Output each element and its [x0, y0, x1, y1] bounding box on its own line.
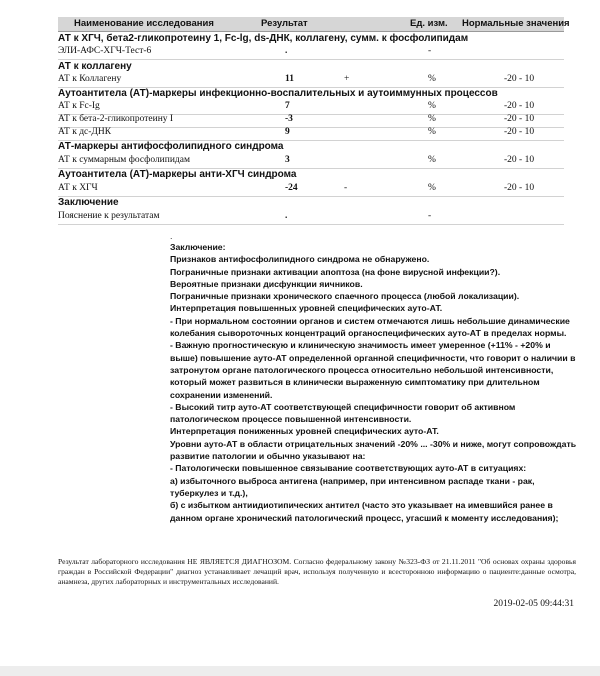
- section-title: Аутоантитела (АТ)-маркеры инфекционно-воспалительных и аутоиммунных процессов: [58, 88, 498, 99]
- conclusion-line: Пограничные признаки активации апоптоза (на фоне вирусной инфекции?).: [170, 266, 501, 277]
- header-norm: Нормальные значения: [462, 18, 570, 29]
- table-row: [58, 101, 564, 115]
- table-row: [58, 155, 564, 169]
- conclusion-line: Признаков антифосфолипидного синдрома не обнаружено.: [170, 254, 430, 265]
- row-unit: %: [428, 183, 436, 193]
- row-name: ЭЛИ-АФС-ХГЧ-Тест-6: [58, 46, 152, 56]
- row-value: .: [285, 46, 288, 56]
- conclusion-line: Уровни ауто-АТ в области отрицательных значений -20% ... -30% и ниже, могут сопровождать развитие патологии и обычно указывают на:: [170, 438, 577, 462]
- section-title: Аутоантитела (АТ)-маркеры анти-ХГЧ синдрома: [58, 169, 297, 180]
- conclusion-block: [170, 232, 580, 524]
- row-norm: -20 - 10: [504, 74, 535, 84]
- row-value: 7: [285, 101, 290, 111]
- row-name: АТ к бета-2-гликопротеину I: [58, 114, 174, 124]
- row-value: -24: [285, 183, 298, 193]
- row-norm: -20 - 10: [504, 127, 535, 137]
- conclusion-line: а) избыточного выброса антигена (например, при интенсивном распаде ткани - рак, туберкулез и т.д.),: [170, 475, 535, 498]
- row-value: 11: [285, 74, 294, 84]
- section-title: АТ-маркеры антифосфолипидного синдрома: [58, 141, 284, 152]
- row-norm: -20 - 10: [504, 155, 535, 165]
- header-unit: Ед. изм.: [410, 18, 448, 29]
- conclusion-line: - Патологически повышенное связывание соответствующих ауто-АТ в ситуациях:: [170, 463, 527, 474]
- row-norm: -20 - 10: [504, 114, 535, 124]
- bottom-bar: [0, 666, 600, 676]
- conclusion-dot: .: [170, 231, 173, 241]
- section-title: АТ к ХГЧ, бета2-гликопротеину 1, Fc-lg, ds-ДНК, коллагену, сумм. к фосфолипидам: [58, 33, 469, 44]
- row-unit: %: [428, 127, 436, 137]
- row-name: АТ к дс-ДНК: [58, 127, 112, 137]
- row-value: -3: [285, 114, 293, 124]
- row-unit: -: [428, 46, 432, 56]
- conclusion-line: Интерпретация пониженных уровней специфических ауто-АТ.: [170, 426, 439, 437]
- row-unit: -: [428, 211, 432, 221]
- row-name: АТ к ХГЧ: [58, 183, 98, 193]
- row-flag: -: [344, 183, 348, 193]
- conclusion-line: Пограничные признаки хронического спаечного процесса (любой локализации).: [170, 291, 520, 302]
- table-row: [58, 46, 564, 60]
- row-flag: +: [344, 74, 350, 84]
- row-unit: %: [428, 114, 436, 124]
- row-name: АТ к Fc-Ig: [58, 101, 100, 111]
- table-row: [58, 114, 564, 128]
- row-name: АТ к Коллагену: [58, 74, 122, 84]
- table-row: [58, 127, 564, 141]
- header-name: Наименование исследования: [74, 18, 214, 29]
- row-name: Пояснение к результатам: [58, 211, 160, 221]
- section-title: Заключение: [58, 197, 119, 208]
- conclusion-line: Интерпретация повышенных уровней специфических ауто-АТ.: [170, 303, 443, 314]
- conclusion-line: - При нормальном состоянии органов и систем отмечаются лишь небольшие динамические колебания сывороточных концентраций органоспецифических ауто-АТ в пределах нормы.: [170, 315, 570, 339]
- row-value: 3: [285, 155, 290, 165]
- conclusion-line: - Высокий титр ауто-АТ соответствующей специфичности говорит об активном патологическом процессе повышенной интенсивности.: [170, 401, 516, 425]
- row-value: 9: [285, 127, 290, 137]
- row-value: .: [285, 211, 288, 221]
- table-header: [58, 17, 570, 32]
- conclusion-line: Заключение:: [170, 242, 226, 252]
- timestamp: 2019-02-05 09:44:31: [493, 599, 574, 609]
- disclaimer: Результат лабораторного исследования НЕ ЯВЛЯЕТСЯ ДИАГНОЗОМ. Согласно федеральному закону №323-ФЗ от 21.11.2011 "Об основах охраны здоровья граждан в Российской Федерации" диагноз устанавливает лечащий врач, используя полученную и всесторонною информацию о пациенте:данные осмотра, анамнеза, других лабораторных и инструментальных исследований.: [58, 557, 576, 586]
- row-norm: -20 - 10: [504, 101, 535, 111]
- conclusion-line: - Важную прогностическую и клиническую значимость имеет умеренное (+11% - +20% и выше) повышение ауто-АТ определенной органной специфичности, что говорит о наличии в затронутом органе патологического процесса относительно небольшой интенсивности, который может развиться в клинически выраженную симптоматику при длительном сохранении изменений.: [170, 340, 576, 400]
- row-name: АТ к суммарным фосфолипидам: [58, 155, 190, 165]
- header-result: Результат: [261, 18, 308, 29]
- conclusion-line: Вероятные признаки дисфункции яичников.: [170, 278, 363, 289]
- conclusion-line: б) с избытком антиидиотипических антител (часто это указывает на имевшийся ранее в данном органе хронический патологический процесс, угасший к моменту исследования);: [170, 500, 559, 523]
- row-norm: -20 - 10: [504, 183, 535, 193]
- table-row: [58, 183, 564, 197]
- row-unit: %: [428, 74, 436, 84]
- table-row: [58, 74, 564, 88]
- row-unit: %: [428, 101, 436, 111]
- table-row: [58, 211, 564, 225]
- section-title: АТ к коллагену: [58, 61, 132, 72]
- row-unit: %: [428, 155, 436, 165]
